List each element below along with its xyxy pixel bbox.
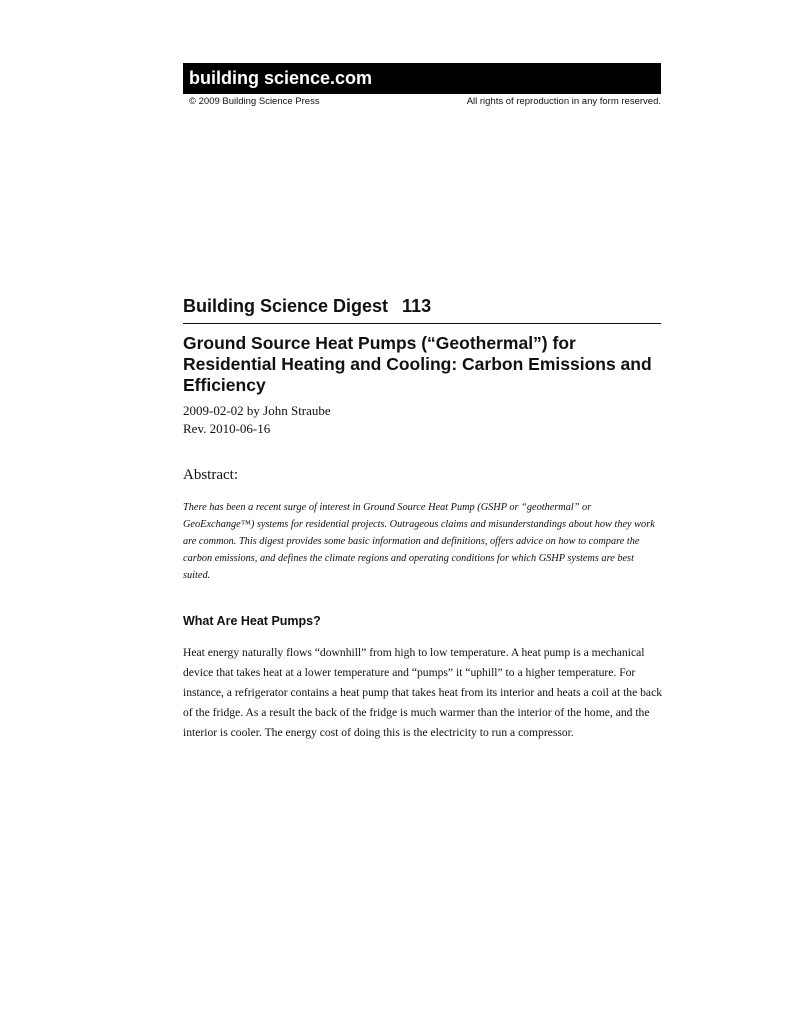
header-meta-row	[183, 96, 661, 107]
abstract-heading: Abstract:	[183, 467, 238, 483]
copyright-notice: © 2009 Building Science Press	[189, 96, 320, 107]
section-heading: What Are Heat Pumps?	[183, 614, 321, 628]
abstract-text: There has been a recent surge of interest in Ground Source Heat Pump (GSHP or “geothermal” or GeoExchange™) systems for residential projects. Outrageous claims and misunderstandings about how they work are common. This digest provides some basic information and definitions, offers advice on how to compare the carbon emissions, and defines the climate regions and operating conditions for which GSHP systems are best suited.	[183, 502, 655, 581]
digest-label: Building Science Digest	[183, 296, 389, 316]
site-masthead: building science.com	[183, 63, 661, 94]
date-author: 2009-02-02 by John Straube	[183, 403, 331, 418]
rights-notice: All rights of reproduction in any form reserved.	[466, 96, 661, 107]
revision-date: Rev. 2010-06-16	[183, 421, 271, 436]
section-paragraph: Heat energy naturally flows “downhill” from high to low temperature. A heat pump is a mechanical device that takes heat at a lower temperature and “pumps” it “uphill” to a higher temperature. For instance, a refrigerator contains a heat pump that takes heat from its interior and heats a coil at the back of the fridge. As a result the back of the fridge is much warmer than the interior of the home, and the interior is cooler. The energy cost of doing this is the electricity to run a compressor.	[183, 646, 663, 739]
digest-number: 113	[402, 296, 432, 316]
byline	[183, 402, 331, 438]
document-title: Ground Source Heat Pumps (“Geothermal”) for Residential Heating and Cooling: Carbon Emissions and Efficiency	[183, 333, 652, 395]
digest-heading	[183, 296, 661, 324]
document-page	[183, 63, 663, 739]
